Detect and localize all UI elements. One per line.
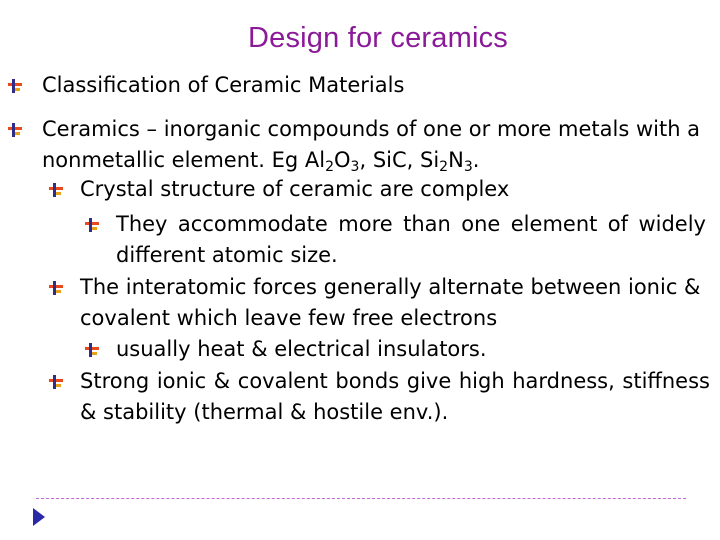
bullet-text: Crystal structure of ceramic are complex	[80, 177, 510, 201]
bullet-text: Ceramics – inorganic compounds of one or more metals with a nonmetallic element. Eg $Al_2O_3$, SiC, $Si_2N_3$.	[42, 117, 701, 175]
sparkle-bullet-icon	[49, 375, 63, 389]
bullet-item	[116, 209, 706, 271]
bullet-item	[116, 334, 706, 365]
sparkle-bullet-icon	[49, 183, 63, 197]
bullet-text: The interatomic forces generally alternate between ionic & covalent which leave few free electrons	[80, 275, 701, 330]
sparkle-bullet-icon	[8, 79, 22, 93]
slide-title: Design for ceramics	[247, 22, 509, 54]
bullet-text: Strong ionic & covalent bonds give high hardness, stiffness & stability (thermal & hostile env.).	[80, 369, 710, 424]
sparkle-bullet-icon	[49, 281, 63, 295]
sparkle-bullet-icon	[85, 343, 99, 357]
bullet-item	[80, 174, 710, 205]
footer-divider	[36, 498, 686, 499]
sparkle-bullet-icon	[85, 218, 99, 232]
bullet-item	[80, 366, 710, 428]
bullet-item	[42, 70, 710, 101]
bullet-text: usually heat & electrical insulators.	[116, 337, 487, 361]
bullet-item	[42, 114, 710, 176]
bullet-text: They accommodate more than one element of widely different atomic size.	[116, 212, 706, 267]
sparkle-bullet-icon	[8, 123, 22, 137]
next-slide-arrow-icon[interactable]	[32, 507, 46, 527]
bullet-text: Classification of Ceramic Materials	[42, 73, 405, 97]
bullet-item	[80, 272, 710, 334]
